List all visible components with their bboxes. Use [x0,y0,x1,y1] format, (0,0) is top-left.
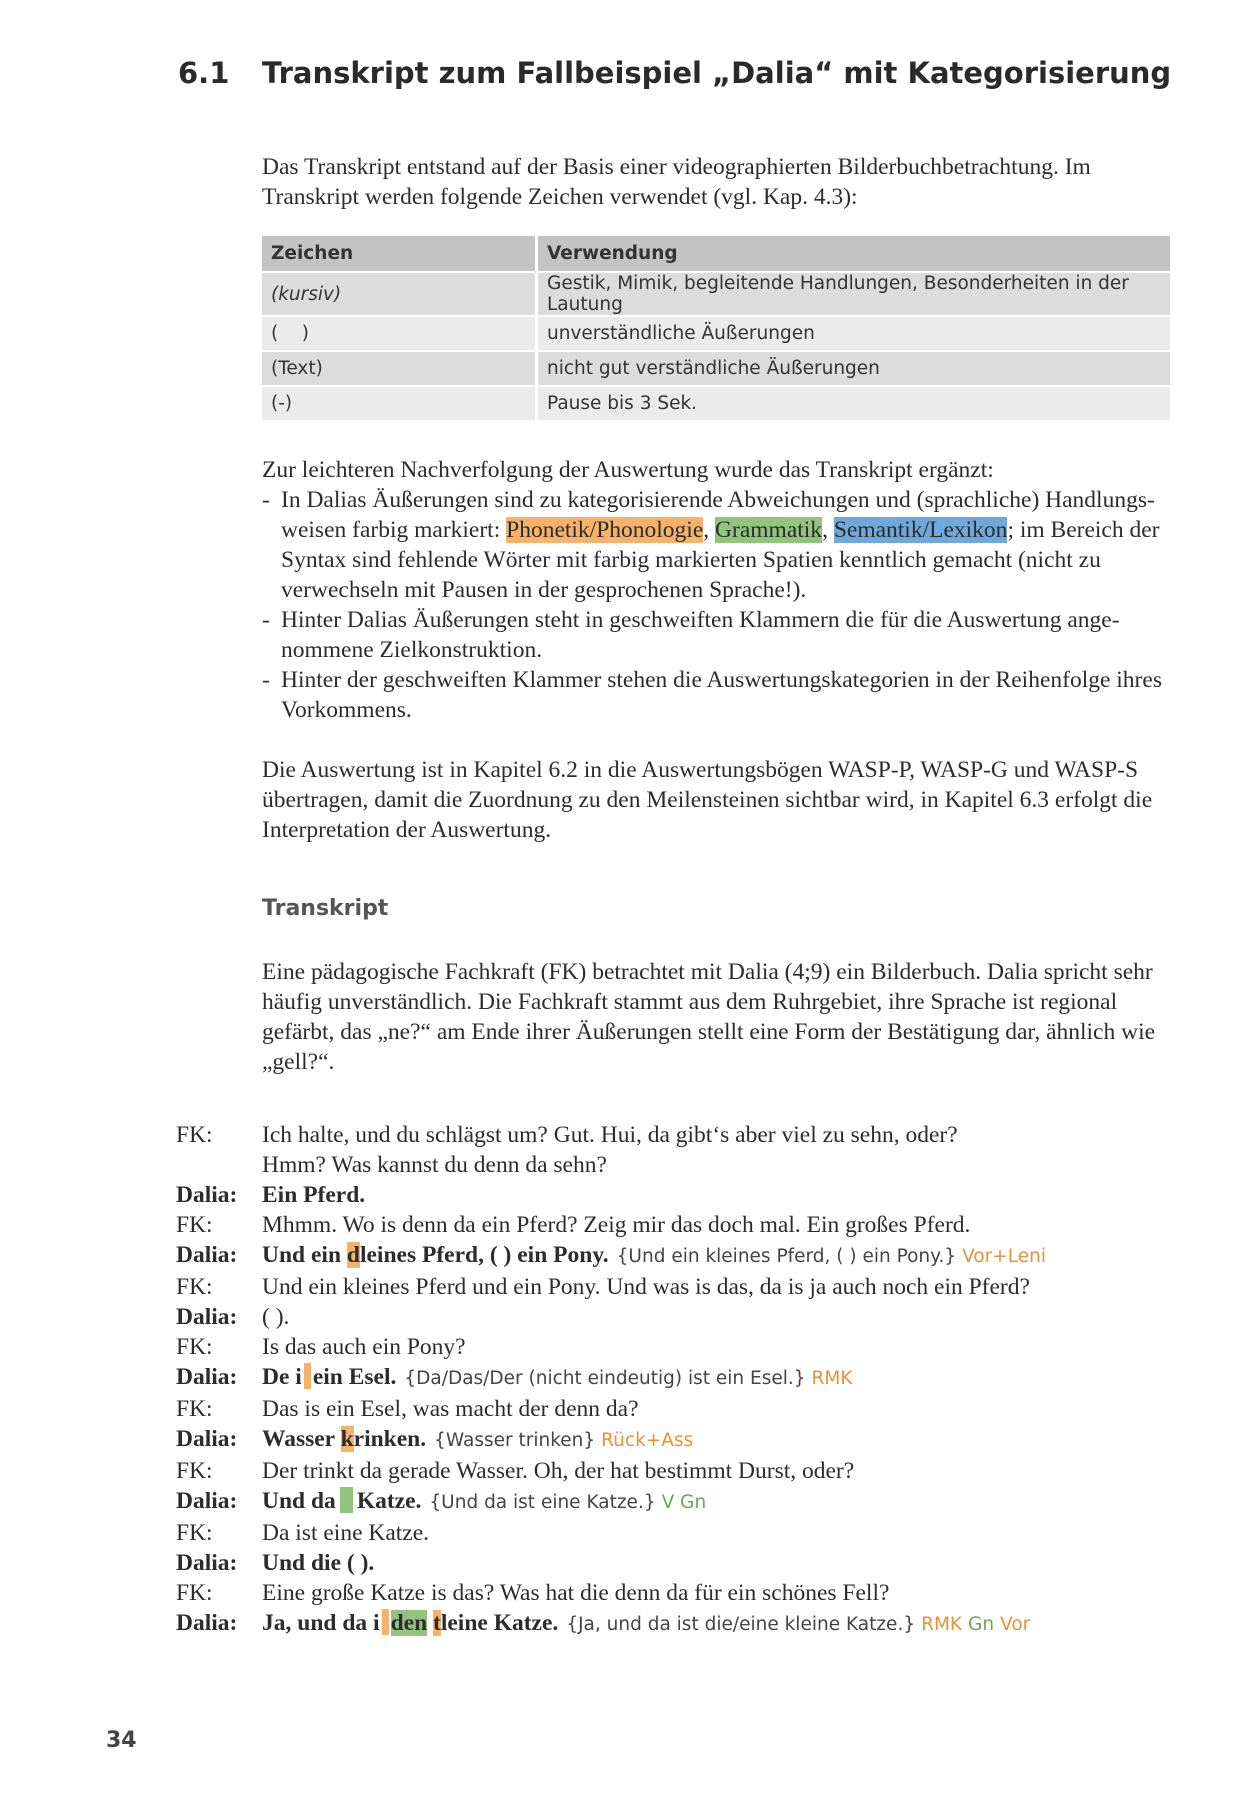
transcript-turn-fk: FK: Der trinkt da gerade Wasser. Oh, der hat bestimmt Durst, oder? [176,1458,855,1484]
explanation-list [262,485,1177,725]
table-cell-usage: nicht gut verständliche Äußerungen [538,350,1170,385]
highlight-grammatik: den [390,1610,428,1636]
transcript-turn-dalia: Dalia: Und da Katze. {Und da ist eine Katze.} V Gn [176,1486,1186,1518]
section-number: 6.1 [178,56,230,90]
transcript-turn-fk: FK: Da ist eine Katze. [176,1520,430,1546]
speaker-label: FK: [176,1520,213,1546]
section-title: Transkript zum Fallbeispiel „Dalia“ mit Kategorisierung [262,56,1172,90]
table-cell-usage: Pause bis 3 Sek. [538,385,1170,420]
category-code: RMK [811,1368,853,1389]
highlight-grammatik: Grammatik [715,517,823,543]
speaker-label: FK: [176,1396,213,1422]
transcript-turn-dalia: Dalia: Wasser krinken. {Wasser trinken} Rück+Ass [176,1424,1186,1456]
table-cell-sign: ( ) [262,315,538,350]
speaker-label: Dalia: [176,1610,238,1636]
speaker-label: Dalia: [176,1304,238,1330]
table-row [262,315,1170,350]
highlight-semantik: Semantik/Lexikon [833,517,1008,543]
transcript-turn-fk: FK: Ich halte, und du schlägst um? Gut. Hui, da gibt‘s aber viel zu sehn, oder? Hmm? Was kannst du denn da sehn? [176,1122,958,1178]
speaker-label: Dalia: [176,1488,238,1514]
transcript-turn-dalia: Dalia: ( ). [176,1304,290,1330]
target-construction: {Ja, und da ist die/eine kleine Katze.} [566,1614,916,1635]
table-row [262,271,1170,315]
table-cell-usage: unverständliche Äußerungen [538,315,1170,350]
missing-word-marker [340,1487,353,1513]
target-construction: {Und ein kleines Pferd, ( ) ein Pony.} [616,1246,957,1267]
transcript-dialogue [176,1120,1186,1640]
category-code: Gn [968,1614,995,1635]
speaker-label: FK: [176,1212,213,1238]
explanation-lead: Zur leichteren Nachverfolgung der Auswertung wurde das Transkript ergänzt: [262,457,994,483]
context-paragraph: Eine pädagogische Fachkraft (FK) betrachtet mit Dalia (4;9) ein Bilderbuch. Dalia spricht sehr häufig unverständlich. Die Fachkraft stammt aus dem Ruhrgebiet, ihre Sprache ist regional gefärbt, das „ne?“ am Ende ihrer Äußerungen stellt eine Form der Bestätigung dar, ähnlich wie „gell?“. [262,959,1156,1075]
highlight-phonetik: t [433,1610,441,1636]
table-header-usage: Verwendung [538,236,1170,271]
target-construction: {Wasser trinken} [434,1430,596,1451]
speaker-label: Dalia: [176,1550,238,1576]
transcript-turn-fk: FK: Is das auch ein Pony? [176,1334,466,1360]
speaker-label: FK: [176,1122,213,1148]
transcript-turn-fk: FK: Das is ein Esel, was macht der denn da? [176,1396,639,1422]
category-code: Vor+Leni [962,1246,1046,1267]
transcript-turn-fk: FK: Mhmm. Wo is denn da ein Pferd? Zeig mir das doch mal. Ein großes Pferd. [176,1212,971,1238]
speaker-label: Dalia: [176,1182,238,1208]
table-header-row [262,236,1170,271]
speaker-label: Dalia: [176,1242,238,1268]
list-item: - Hinter Dalias Äußerungen steht in geschweiften Klammern die für die Auswertung angenommene Zielkonstruktion. [262,607,1120,663]
highlight-phonetik: Phonetik/Phonologie [506,517,704,543]
table-header-sign: Zeichen [262,236,538,271]
transcript-turn-fk: FK: Und ein kleines Pferd und ein Pony. Und was is das, da is ja auch noch ein Pferd? [176,1274,1030,1300]
table-cell-sign: (Text) [262,350,538,385]
category-code: Rück+Ass [601,1430,694,1451]
table-cell-sign: (-) [262,385,538,420]
transcript-turn-dalia: Dalia: Und ein dleines Pferd, ( ) ein Pony. {Und ein kleines Pferd, ( ) ein Pony.} Vor+Leni [176,1240,1186,1272]
speaker-label: FK: [176,1334,213,1360]
target-construction: {Da/Das/Der (nicht eindeutig) ist ein Esel.} [404,1368,806,1389]
intro-paragraph: Das Transkript entstand auf der Basis einer videographierten Bilderbuchbetrachtung. Im Transkript werden folgende Zeichen verwendet (vgl. Kap. 4.3): [262,154,1091,210]
table-cell-usage: Gestik, Mimik, begleitende Handlungen, Besonderheiten in der Lautung [538,271,1170,315]
category-code: V Gn [661,1492,707,1513]
transcript-turn-dalia: Dalia: Ja, und da i den tleine Katze. {Ja, und da ist die/eine kleine Katze.} RMK Gn Vor [176,1608,1186,1640]
speaker-label: FK: [176,1458,213,1484]
list-item: - In Dalias Äußerungen sind zu kategorisierende Abweichungen und (sprachliche) Handlungsweisen farbig markiert: Phonetik/Phonologie, Grammatik, Semantik/Lexikon; im Bereich der Syntax sind fehlende Wörter mit farbig markierten Spatien kenntlich gemacht (nicht zu verwechseln mit Pausen in der gesprochenen Sprache!). [262,487,1160,603]
evaluation-paragraph: Die Auswertung ist in Kapitel 6.2 in die Auswertungsbögen WASP-P, WASP-G und WASP-S übertragen, damit die Zuordnung zu den Meilensteinen sichtbar wird, in Kapitel 6.3 erfolgt die Interpretation der Auswertung. [262,757,1153,843]
table-row [262,385,1170,420]
table-cell-sign: (kursiv) [262,271,538,315]
category-code: RMK [921,1614,963,1635]
transcript-turn-fk: FK: Eine große Katze is das? Was hat die denn da für ein schönes Fell? [176,1580,890,1606]
sign-table [262,236,1170,420]
section-heading [178,56,1171,90]
transcript-turn-dalia: Dalia: Ein Pferd. [176,1182,366,1208]
speaker-label: Dalia: [176,1426,238,1452]
highlight-phonetik: k [340,1426,354,1452]
transkript-heading: Transkript [262,896,389,921]
highlight-phonetik: d [346,1242,360,1268]
transcript-turn-dalia: Dalia: Und die ( ). [176,1550,375,1576]
category-code: Vor [1000,1614,1031,1635]
transcript-turn-dalia: Dalia: De i ein Esel. {Da/Das/Der (nicht eindeutig) ist ein Esel.} RMK [176,1362,1186,1394]
speaker-label: FK: [176,1580,213,1606]
list-item: - Hinter der geschweiften Klammer stehen die Auswertungskategorien in der Reihenfolge ihres Vorkommens. [262,667,1162,723]
speaker-label: Dalia: [176,1364,238,1390]
missing-word-marker [304,1363,311,1389]
target-construction: {Und da ist eine Katze.} [429,1492,656,1513]
table-row [262,350,1170,385]
speaker-label: FK: [176,1274,213,1300]
page-number: 34 [106,1728,137,1753]
missing-word-marker [382,1609,389,1635]
